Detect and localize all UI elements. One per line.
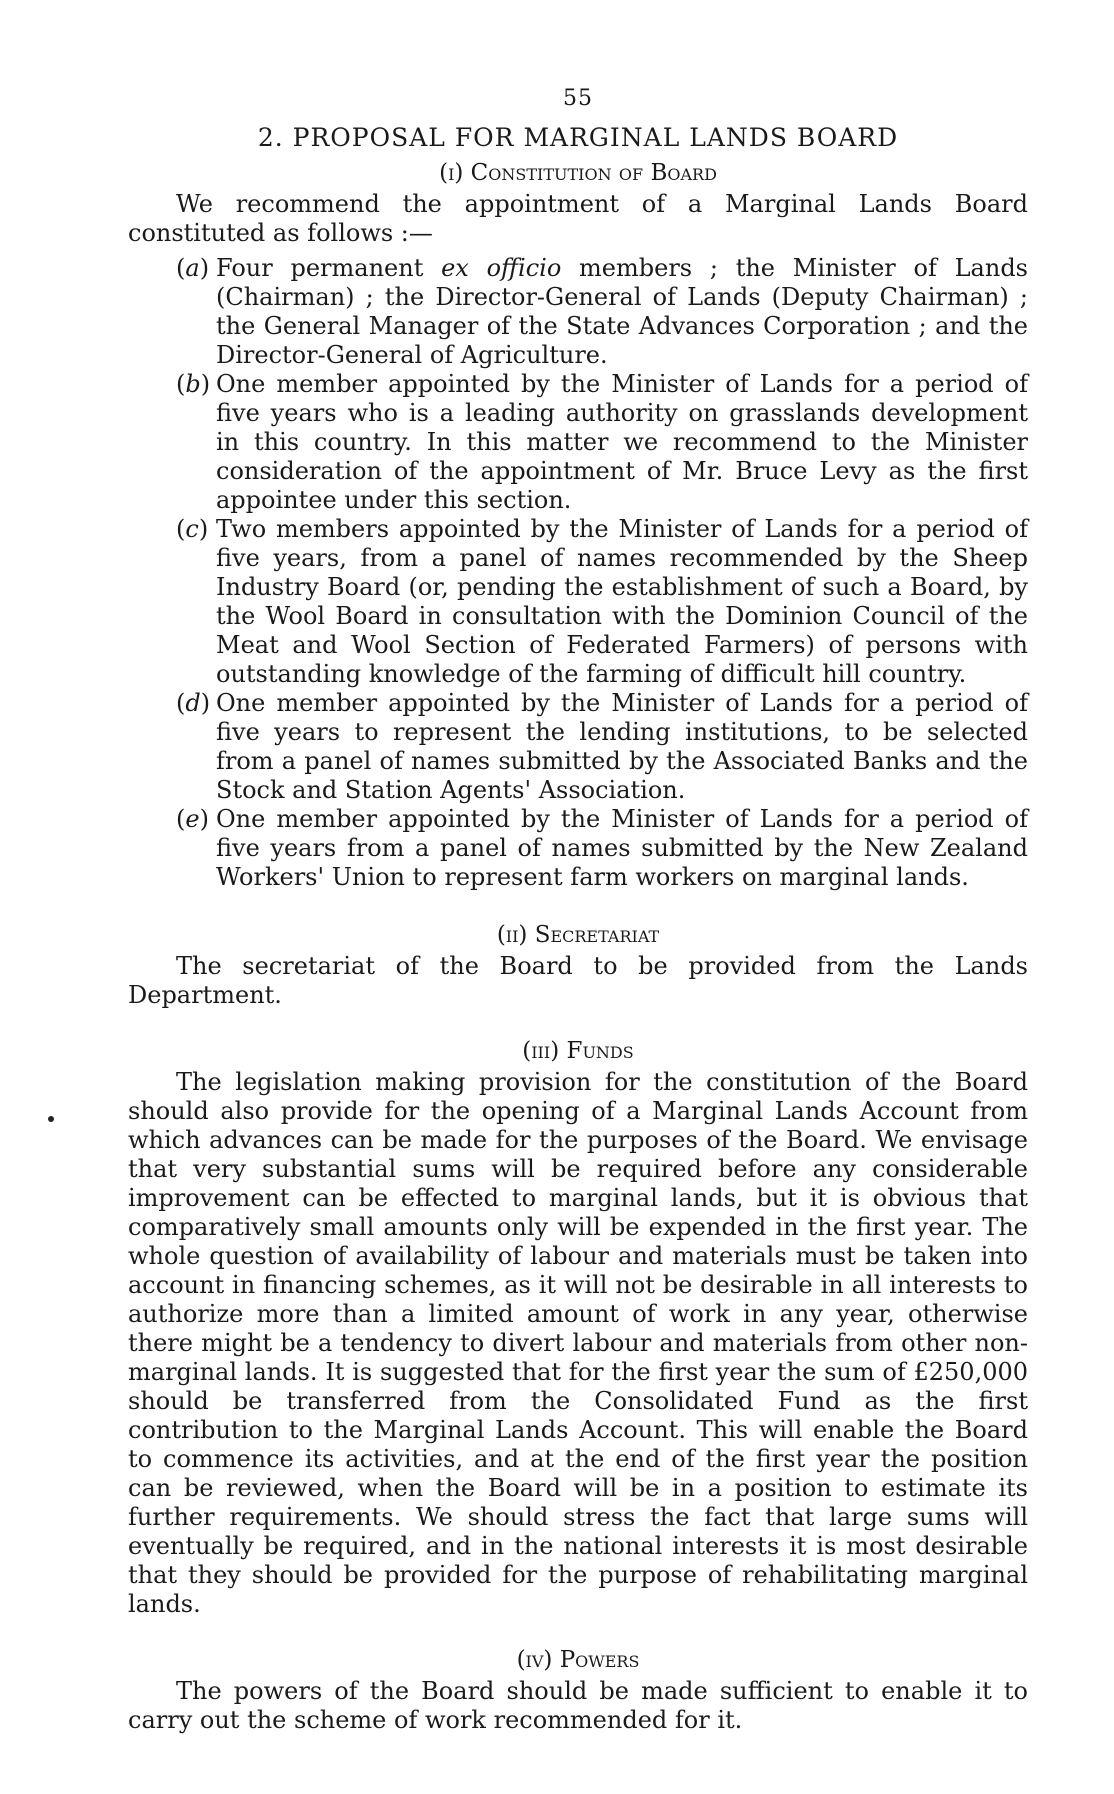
section-heading-secretariat: (ii) Secretariat (496, 922, 660, 948)
list-item-d (176, 689, 1028, 805)
list-item-e (176, 805, 1028, 892)
section-heading-funds: (iii) Funds (522, 1038, 634, 1064)
section-heading-constitution: (i) Constitution of Board (439, 160, 717, 186)
section-constitution (128, 160, 1028, 892)
spacer (128, 1625, 1028, 1639)
list-item-a (176, 254, 1028, 370)
section-powers (128, 1647, 1028, 1735)
secretariat-text: The secretariat of the Board to be provided from the Lands Department. (128, 952, 1028, 1009)
spacer (128, 1016, 1028, 1030)
item-text: Two members appointed by the Minister of Lands for a period of five years, from a panel of names recommended by the Sheep Industry Board (or, pending the establishment of such a Board, by the Wool Board in consultation with the Dominion Council of the Meat and Wool Section of Federated Farmers) of persons with outstanding knowledge of the farming of difficult hill country. (216, 515, 1028, 688)
list-item-c (176, 515, 1028, 689)
item-text: One member appointed by the Minister of Lands for a period of five years to represent the lending institutions, to be selected from a panel of names submitted by the Associated Banks and the Stock and Station Agents' Association. (216, 689, 1028, 804)
section-heading-powers: (iv) Powers (516, 1647, 640, 1673)
item-text-italic: ex officio (441, 254, 562, 282)
item-text: One member appointed by the Minister of Lands for a period of five years from a panel of names submitted by the New Zealand Workers' Union to represent farm workers on marginal lands. (216, 805, 1028, 891)
page-title: 2. PROPOSAL FOR MARGINAL LANDS BOARD (257, 123, 899, 152)
list-item-b (176, 370, 1028, 515)
constitution-list (128, 254, 1028, 892)
item-label: ( d ) (176, 689, 210, 718)
item-label: ( b ) (176, 370, 210, 399)
document-page (128, 86, 1028, 1741)
funds-text: The legislation making provision for the constitution of the Board should also provide for the opening of a Marginal Lands Account from which advances can be made for the purposes of the Board. We envisage that very substantial sums will be required before any considerable improvement can be effected to marginal lands, but it is obvious that comparatively small amounts only will be expended in the first year. The whole question of availability of labour and materials must be taken into account in financing schemes, as it will not be desirable in all interests to authorize more than a limited amount of work in any year, otherwise there might be a tendency to divert labour and materials from other non-marginal lands. It is suggested that for the first year the sum of £250,000 should be transferred from the Consolidated Fund as the first contribution to the Marginal Lands Account. This will enable the Board to commence its activities, and at the end of the first year the position can be reviewed, when the Board will be in a position to estimate its further requirements. We should stress the fact that large sums will eventually be required, and in the national interests it is most desirable that they should be provided for the purpose of rehabilitating marginal lands. (128, 1068, 1028, 1618)
item-text: Four permanent (216, 254, 442, 282)
spacer (128, 900, 1028, 914)
section-secretariat (128, 922, 1028, 1010)
item-text: One member appointed by the Minister of Lands for a period of five years who is a leading authority on grasslands development in this country. In this matter we recommend to the Minister consideration of the appointment of Mr. Bruce Levy as the first appointee under this section. (216, 370, 1028, 514)
page-number: 55 (563, 86, 593, 111)
powers-text: The powers of the Board should be made sufficient to enable it to carry out the scheme of work recommended for it. (128, 1677, 1028, 1734)
item-label: ( c ) (176, 515, 208, 544)
section-funds (128, 1038, 1028, 1619)
constitution-intro: We recommend the appointment of a Marginal Lands Board constituted as follows :— (128, 190, 1028, 247)
item-text: members ; the Minister of Lands (Chairman) ; the Director-General of Lands (Deputy Chairman) ; the General Manager of the State Advances Corporation ; and the Director-General of Agriculture. (216, 254, 1028, 369)
item-label: ( e ) (176, 805, 209, 834)
margin-dot (48, 1116, 54, 1122)
item-label: ( a ) (176, 254, 209, 283)
